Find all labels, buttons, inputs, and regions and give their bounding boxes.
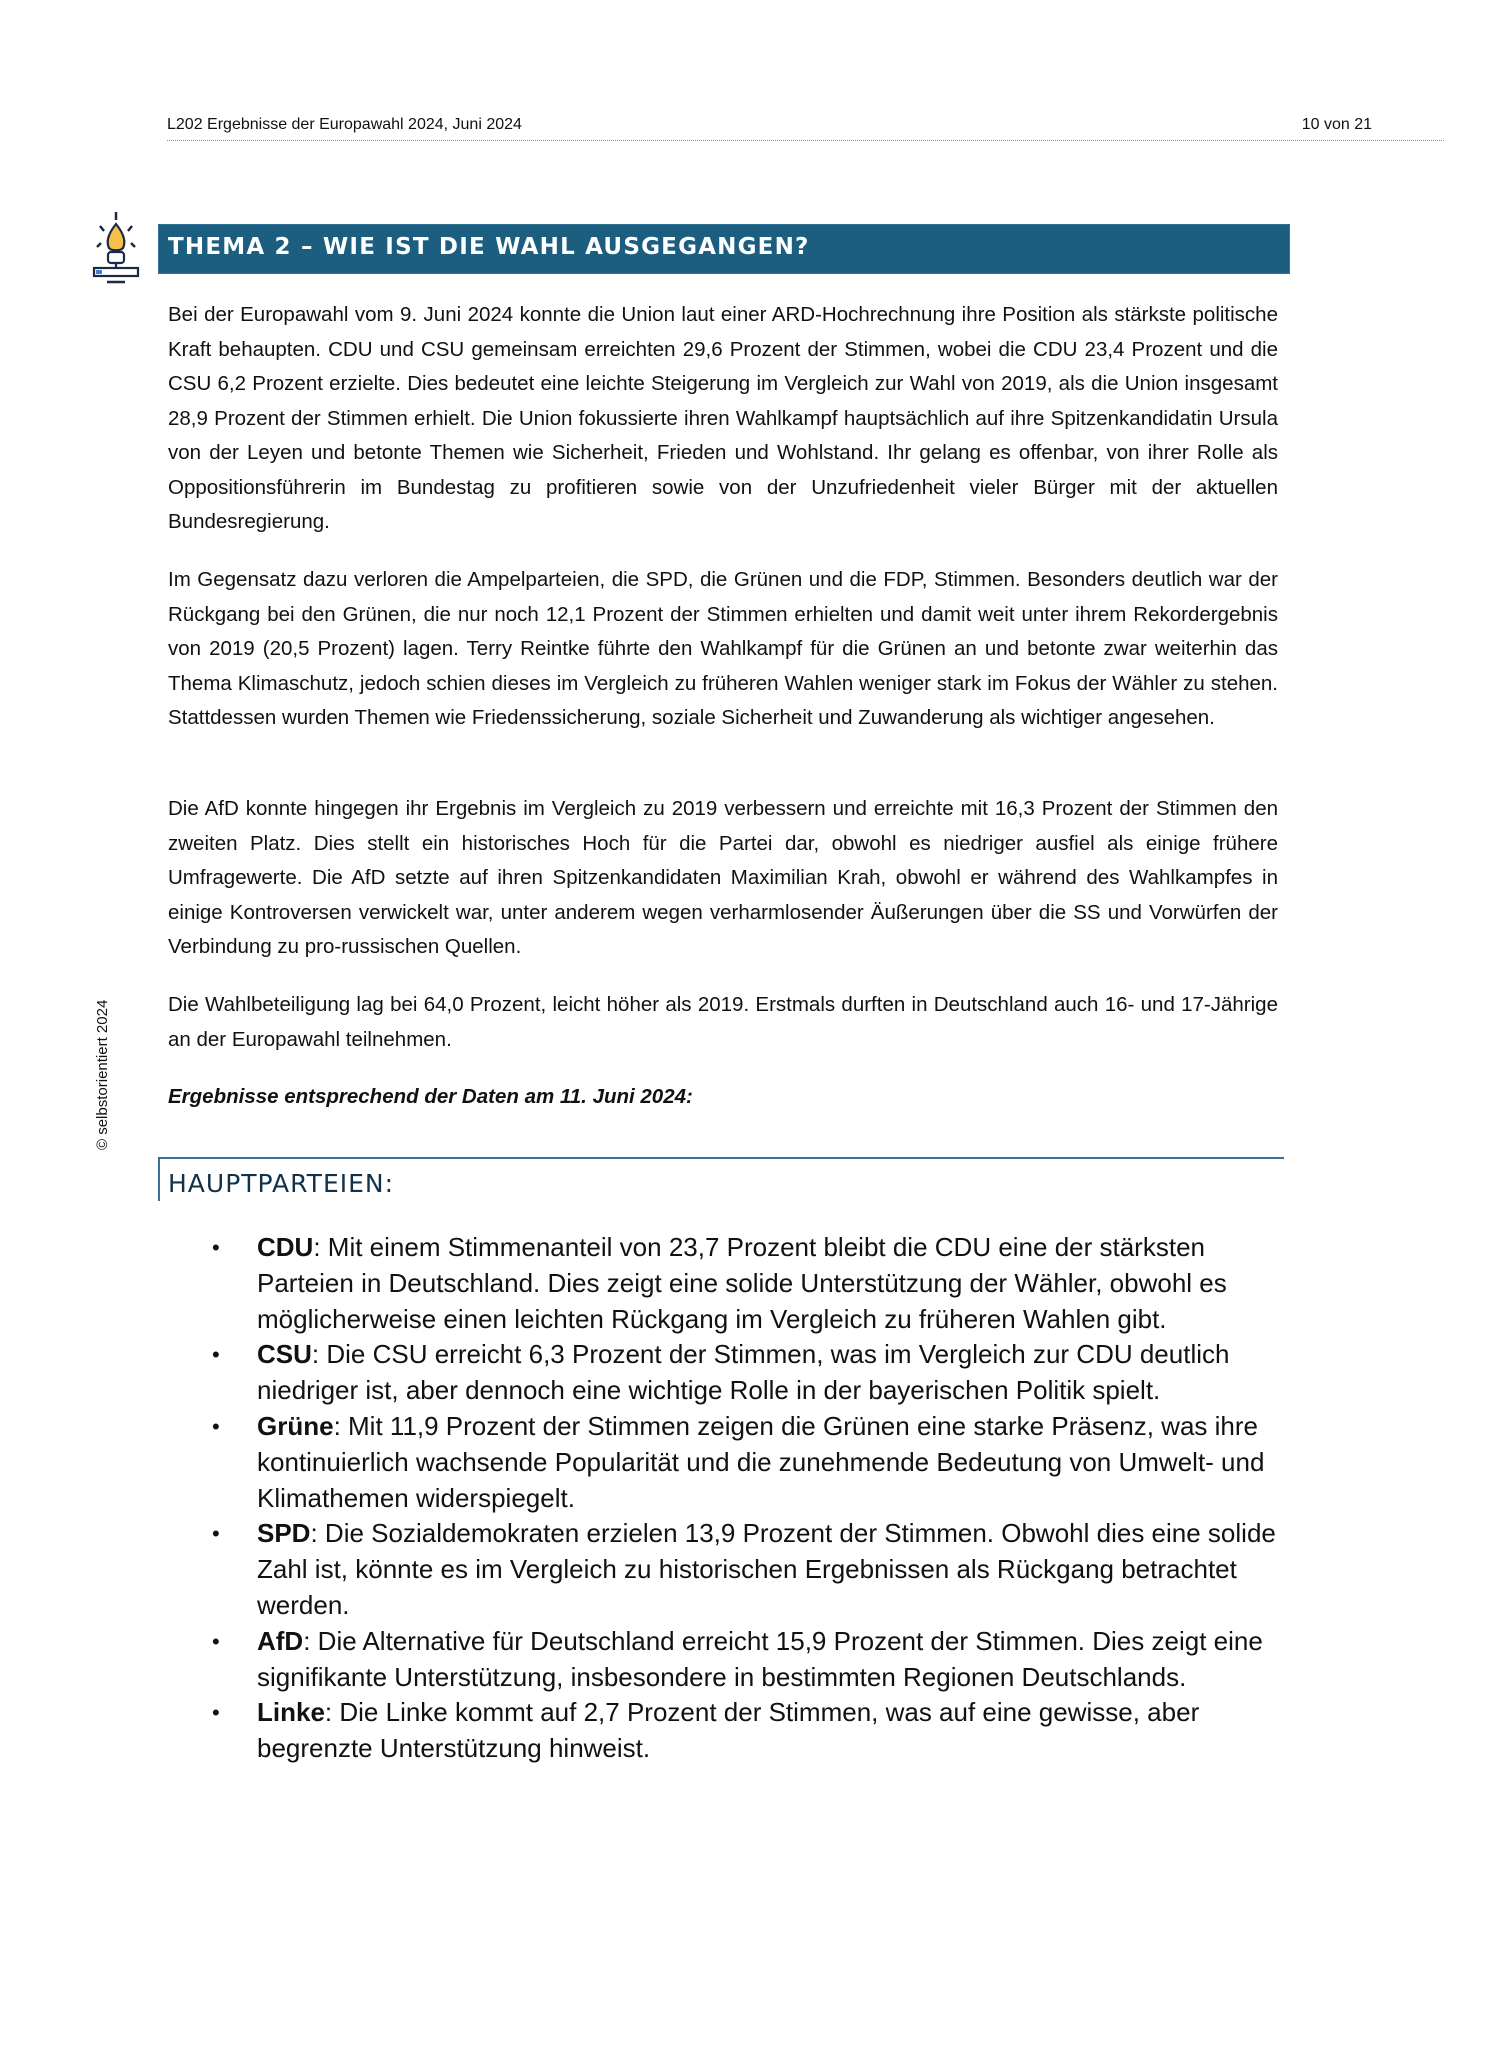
page-number: 10 von 21 xyxy=(1301,116,1372,133)
party-description: : Mit 11,9 Prozent der Stimmen zeigen die Grünen eine starke Präsenz, was ihre kontinuierlich wachsende Popularität und die zunehmende Bedeutung von Umwelt- und Klimathemen widerspiegelt. xyxy=(257,1410,1265,1513)
document-title: L202 Ergebnisse der Europawahl 2024, Juni 2024 xyxy=(167,116,522,133)
party-name: CSU xyxy=(257,1339,312,1370)
paragraph-union-result: Bei der Europawahl vom 9. Juni 2024 konnte die Union laut einer ARD-Hochrechnung ihre Position als stärkste politische Kraft behaupten. CDU und CSU gemeinsam erreichten 29,6 Prozent der Stimmen, wobei die CDU 23,4 Prozent und die CSU 6,2 Prozent erzielte. Dies bedeutet eine leichte Steigerung im Vergleich zur Wahl von 2019, als die Union insgesamt 28,9 Prozent der Stimmen erhielt. Die Union fokussierte ihren Wahlkampf hauptsächlich auf ihre Spitzenkandidatin Ursula von der Leyen und betonte Themen wie Sicherheit, Frieden und Wohlstand. Ihr gelang es offenbar, von ihrer Rolle als Oppositionsführerin im Bundestag zu profitieren sowie von der Unzufriedenheit vieler Bürger mit der aktuellen Bundesregierung. xyxy=(168,303,1278,533)
bullet-icon: • xyxy=(212,1413,220,1439)
list-item-spd xyxy=(212,1516,1292,1623)
copyright-notice: © selbstorientiert 2024 xyxy=(94,999,111,1150)
list-item-cdu xyxy=(212,1230,1292,1337)
bullet-icon: • xyxy=(212,1628,220,1654)
bullet-icon: • xyxy=(212,1342,220,1368)
party-name: Linke xyxy=(257,1697,325,1728)
list-item-gruene xyxy=(212,1409,1292,1516)
list-item-csu xyxy=(212,1337,1292,1409)
party-name: Grüne xyxy=(257,1410,334,1441)
party-name: SPD xyxy=(257,1518,311,1549)
party-name: AfD xyxy=(257,1625,304,1656)
list-item-linke xyxy=(212,1695,1292,1767)
party-description: : Die Sozialdemokraten erzielen 13,9 Prozent der Stimmen. Obwohl dies eine solide Zahl ist, könnte es im Vergleich zu historischen Ergebnissen als Rückgang betrachtet werden. xyxy=(257,1518,1276,1620)
bullet-icon: • xyxy=(212,1700,220,1726)
party-description: : Die CSU erreicht 6,3 Prozent der Stimmen, was im Vergleich zur CDU deutlich niedriger ist, aber dennoch eine wichtige Rolle in der bayerischen Politik spielt. xyxy=(257,1339,1230,1406)
party-description: : Die Alternative für Deutschland erreicht 15,9 Prozent der Stimmen. Dies zeigt eine signifikante Unterstützung, insbesondere in bestimmten Regionen Deutschlands. xyxy=(257,1625,1263,1692)
theme-title-banner xyxy=(158,224,1290,274)
section-title: HAUPTPARTEIEN: xyxy=(168,1169,395,1198)
party-results-list xyxy=(212,1230,1292,1767)
section-header-box xyxy=(158,1157,1284,1201)
party-description: : Mit einem Stimmenanteil von 23,7 Prozent bleibt die CDU eine der stärksten Parteien in Deutschland. Dies zeigt eine solide Unterstützung der Wähler, obwohl es möglicherweise einen leichten Rückgang im Vergleich zu früheren Wahlen gibt. xyxy=(257,1232,1227,1334)
bullet-icon: • xyxy=(212,1521,220,1547)
candle-icon xyxy=(88,210,144,288)
paragraph-afd-result: Die AfD konnte hingegen ihr Ergebnis im Vergleich zu 2019 verbessern und erreichte mit 16,3 Prozent der Stimmen den zweiten Platz. Dies stellt ein historisches Hoch für die Partei dar, obwohl es niedriger ausfiel als einige frühere Umfragewerte. Die AfD setzte auf ihren Spitzenkandidaten Maximilian Krah, obwohl er während des Wahlkampfes in einige Kontroversen verwickelt war, unter anderem wegen verharmlosender Äußerungen über die SS und Vorwürfen der Verbindung zu pro-russischen Quellen. xyxy=(168,797,1278,958)
party-name: CDU xyxy=(257,1232,314,1262)
theme-title: THEMA 2 – WIE IST DIE WAHL AUSGEGANGEN? xyxy=(168,234,810,260)
party-description: : Die Linke kommt auf 2,7 Prozent der Stimmen, was auf eine gewisse, aber begrenzte Unterstützung hinweist. xyxy=(257,1697,1200,1764)
paragraph-ampel-losses: Im Gegensatz dazu verloren die Ampelparteien, die SPD, die Grünen und die FDP, Stimmen. Besonders deutlich war der Rückgang bei den Grünen, die nur noch 12,1 Prozent der Stimmen erhielten und damit weit unter ihrem Rekordergebnis von 2019 (20,5 Prozent) lagen. Terry Reintke führte den Wahlkampf für die Grünen an und betonte zwar weiterhin das Thema Klimaschutz, jedoch schien dieses im Vergleich zu früheren Wahlen weniger stark im Fokus der Wähler zu stehen. Stattdessen wurden Themen wie Friedenssicherung, soziale Sicherheit und Zuwanderung als wichtiger angesehen. xyxy=(168,568,1278,729)
page-header xyxy=(167,114,1444,141)
paragraph-turnout: Die Wahlbeteiligung lag bei 64,0 Prozent, leicht höher als 2019. Erstmals durften in Deutschland auch 16- und 17-Jährige an der Europawahl teilnehmen. xyxy=(168,993,1278,1051)
results-caption: Ergebnisse entsprechend der Daten am 11. Juni 2024: xyxy=(168,1085,693,1108)
bullet-icon: • xyxy=(212,1235,220,1260)
list-item-afd xyxy=(212,1624,1292,1696)
